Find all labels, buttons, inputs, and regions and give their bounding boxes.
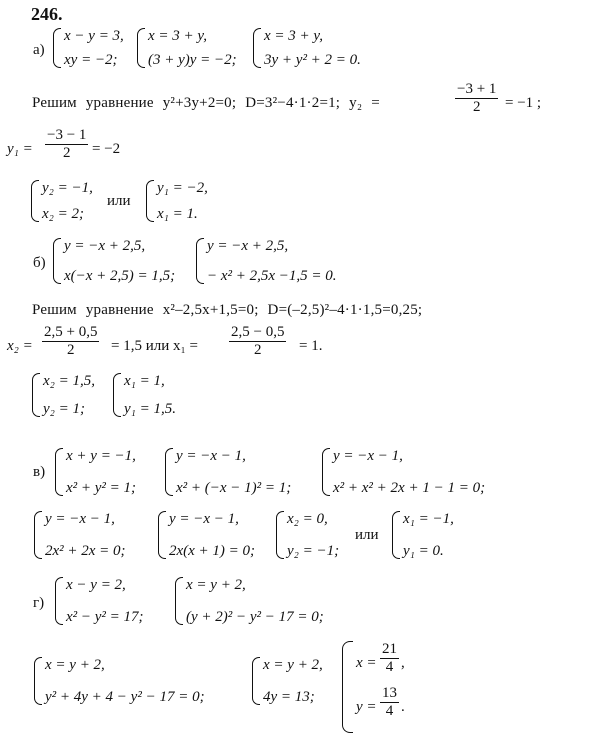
brace [158, 511, 166, 559]
brace [196, 238, 204, 284]
part-a-answer-1: y₂ = −1, x₂ = 2; [31, 180, 93, 222]
brace [146, 180, 154, 222]
part-a-solve-text: Решим уравнение y²+3y+2=0; D=3²−4·1·2=1; y₂ = [32, 95, 380, 111]
brace [31, 180, 39, 222]
brace [322, 448, 330, 496]
part-a-system-3: x = 3 + y, 3y + y² + 2 = 0. [253, 28, 361, 68]
part-a-y2-fraction: $\frac{-3 + 1}{2}$ [457, 81, 497, 115]
part-a-y1-result: = −2 [92, 141, 121, 157]
part-g-y-tail: . [401, 699, 405, 715]
part-v-or: или [355, 527, 379, 543]
part-a-label: а) [33, 42, 45, 58]
brace [53, 238, 61, 284]
part-g-x-fraction: $\frac{21}{4}$ [382, 641, 397, 675]
part-g-system-3: x = y + 2, y² + 4y + 4 − y² − 17 = 0; [34, 657, 205, 705]
part-v-system-7: x₁ = −1, y₁ = 0. [392, 511, 454, 559]
brace [175, 577, 183, 625]
part-b-system-2: y = −x + 2,5, − x² + 2,5x −1,5 = 0. [196, 238, 337, 284]
part-v-system-2: y = −x − 1, x² + (−x − 1)² = 1; [165, 448, 291, 496]
brace [137, 28, 145, 68]
problem-number: 246. [31, 4, 63, 24]
brace [392, 511, 400, 559]
part-a-y2-result: = −1 ; [505, 95, 542, 111]
part-v-label: в) [33, 464, 46, 480]
part-v-system-1: x + y = −1, x² + y² = 1; [55, 448, 136, 496]
brace [32, 373, 40, 417]
part-v-system-4: y = −x − 1, 2x² + 2x = 0; [34, 511, 126, 559]
part-b-system-1: y = −x + 2,5, x(−x + 2,5) = 1,5; [53, 238, 175, 284]
brace [253, 28, 261, 68]
part-a-system-2: x = 3 + y, (3 + y)y = −2; [137, 28, 237, 68]
part-v-system-5: y = −x − 1, 2x(x + 1) = 0; [158, 511, 255, 559]
brace [34, 511, 42, 559]
brace [53, 28, 61, 68]
part-b-label: б) [33, 255, 46, 271]
part-g-answer-brace [342, 641, 353, 733]
brace [55, 448, 63, 496]
part-b-solve-text: Решим уравнение x²–2,5x+1,5=0; D=(–2,5)²–4·1·1,5=0,25; [32, 302, 423, 318]
part-b-x2-fraction: $\frac{2,5 + 0,5}{2}$ [44, 324, 98, 358]
part-g-system-1: x − y = 2, x² − y² = 17; [55, 577, 144, 625]
part-b-answer-2: x₁ = 1, y₁ = 1,5. [113, 373, 176, 417]
part-a-system-1: x − y = 3, xy = −2; [53, 28, 124, 68]
brace [252, 657, 260, 705]
part-g-label: г) [33, 595, 45, 611]
part-b-x1-result: = 1. [299, 338, 323, 354]
brace [113, 373, 121, 417]
part-g-y-lhs: y = [356, 699, 377, 715]
brace [165, 448, 173, 496]
part-g-system-4: x = y + 2, 4y = 13; [252, 657, 323, 705]
part-g-x-lhs: x = [356, 655, 377, 671]
brace [276, 511, 284, 559]
part-b-x2-result: = 1,5 или x₁ = [111, 338, 198, 354]
part-g-system-2: x = y + 2, (y + 2)² − y² − 17 = 0; [175, 577, 324, 625]
part-v-system-6: x₂ = 0, y₂ = −1; [276, 511, 339, 559]
brace [34, 657, 42, 705]
brace [55, 577, 63, 625]
part-b-answer-1: x₂ = 1,5, y₂ = 1; [32, 373, 95, 417]
part-a-answer-2: y₁ = −2, x₁ = 1. [146, 180, 208, 222]
part-b-x2-lhs: x₂ = [7, 338, 33, 354]
part-a-y1-fraction: $\frac{-3 - 1}{2}$ [47, 127, 87, 161]
part-b-x1-fraction: $\frac{2,5 - 0,5}{2}$ [231, 324, 285, 358]
part-a-y1-lhs: y₁ = [7, 141, 33, 157]
part-a-or: или [107, 193, 131, 209]
part-g-y-fraction: $\frac{13}{4}$ [382, 685, 397, 719]
part-g-x-tail: , [401, 655, 405, 671]
part-v-system-3: y = −x − 1, x² + x² + 2x + 1 − 1 = 0; [322, 448, 485, 496]
